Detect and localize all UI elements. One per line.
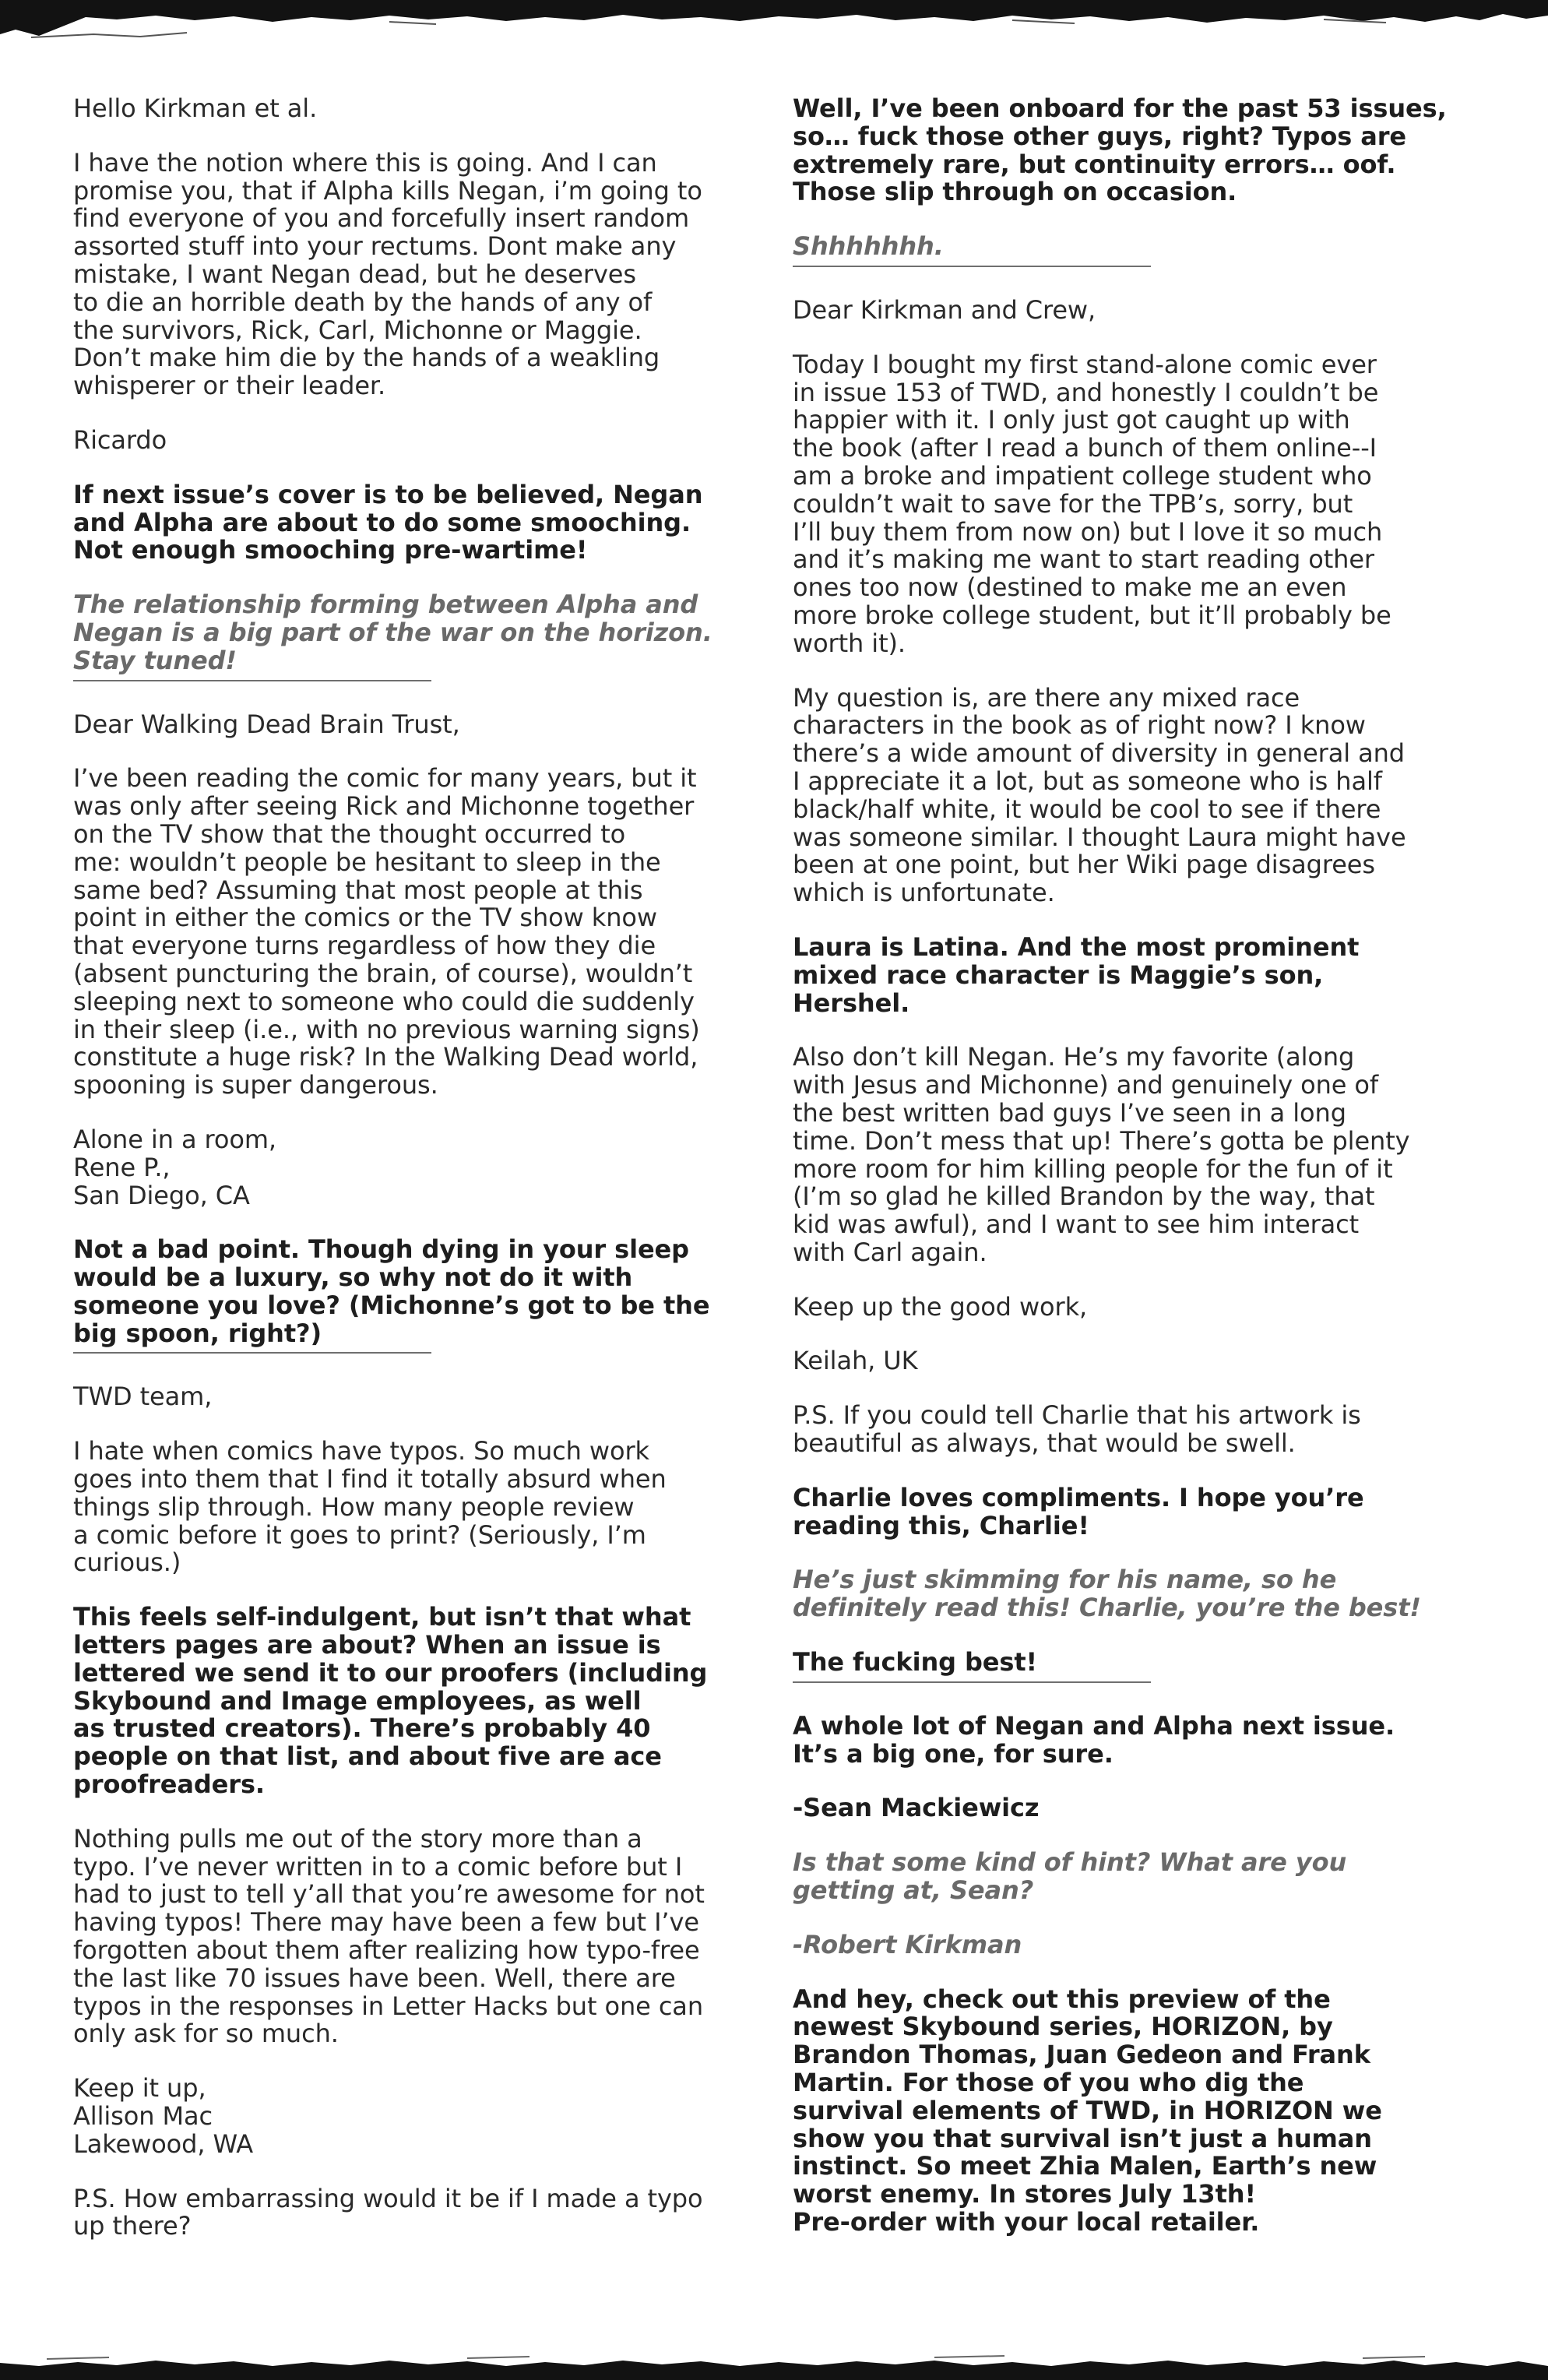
left-letter-paragraph: I have the notion where this is going. And I can promise you, that if Alpha kills Negan, i’m going to find everyone of you and forcefully insert random assorted stuff into your rectums. Dont make any mistake, I want Negan dead, but he deserves to die an horrible death by the hands of any of the survivors, Rick, Carl, Michonne or Maggie. Don’t make him die by the hands of a weakling whisperer or their leader. [73,147,702,401]
left-reply-paragraph: Not a bad point. Though dying in your sleep would be a luxury, so why not do it with someone you love? (Michonne’s got to be the big spoon, right?) [73,1234,710,1348]
left-letter-paragraph: TWD team, [73,1382,213,1412]
right-reply-paragraph: A whole lot of Negan and Alpha next issue. It’s a big one, for sure. [793,1710,1395,1769]
left-letter-paragraph: Nothing pulls me out of the story more than a typo. I’ve never written in to a comic before but I had to just to tell y’all that you’re awesome for not having typos! There may have been a few but I’ve forgotten about them after realizing how typo-free the last like 70 issues have been. Well, there are typos in the responses in Letter Hacks but one can only ask for so much. [73,1823,705,2049]
right-letter-paragraph: Keilah, UK [793,1346,918,1376]
torn-bottom-border [0,2338,1548,2380]
right-reply-paragraph: The fucking best! [793,1647,1038,1678]
section-divider-rule [73,680,431,681]
right-reply-paragraph: And hey, check out this preview of the newest Skybound series, HORIZON, by Brandon Thomas, Juan Gedeon and Frank Martin. For those of you who dig the survival elements of TWD, in HORIZON we show you that survival isn’t just a human instinct. So meet Zhia Malen, Earth’s new worst enemy. In stores July 13th! Pre-order with your local retailer. [793,1984,1382,2237]
right-reply-paragraph: -Sean Mackiewicz [793,1793,1040,1823]
right-letters-column [793,95,1478,2263]
left-letter-paragraph: Keep it up, Allison Mac Lakewood, WA [73,2073,254,2159]
left-reply-paragraph: If next issue’s cover is to be believed, Negan and Alpha are about to do some smooching. Not enough smooching pre-wartime! [73,479,703,565]
left-letter-paragraph: Dear Walking Dead Brain Trust, [73,709,460,739]
right-aside-paragraph: Is that some kind of hint? What are you getting at, Sean? [793,1847,1347,1906]
left-letter-paragraph: Ricardo [73,424,167,455]
right-aside-paragraph: He’s just skimming for his name, so he definitely read this! Charlie, you’re the best! [793,1565,1421,1623]
left-letter-paragraph: I’ve been reading the comic for many years, but it was only after seeing Rick and Michonne together on the TV show that the thought occurred to me: wouldn’t people be hesitant to sleep in the same bed? Assuming that most people at this point in either the comics or the TV show know that everyone turns regardless of how they die (absent puncturing the brain, of course), wouldn’t sleeping next to someone who could die suddenly in their sleep (i.e., with no previous warning signs) constitute a huge risk? In the Walking Dead world, spooning is super dangerous. [73,763,700,1100]
right-letter-paragraph: Also don’t kill Negan. He’s my favorite (along with Jesus and Michonne) and genuinely one of the best written bad guys I’ve seen in a long time. Don’t mess that up! There’s gotta be plenty more room for him killing people for the fun of it (I’m so glad he killed Brandon by the way, that kid was awful), and I want to see him interact with Carl again. [793,1042,1410,1267]
right-reply-paragraph: Charlie loves compliments. I hope you’re reading this, Charlie! [793,1482,1364,1540]
left-reply-paragraph: This feels self-indulgent, but isn’t that what letters pages are about? When an issue is lettered we send it to our proofers (including Skybound and Image employees, as well as trusted creators). There’s probably 40 people on that list, and about five are ace proofreaders. [73,1602,708,1800]
right-letter-paragraph: Keep up the good work, [793,1291,1088,1322]
right-aside-paragraph: Shhhhhhh. [793,231,944,262]
left-letter-paragraph: Alone in a room, Rene P., San Diego, CA [73,1124,276,1210]
section-divider-rule [793,1681,1151,1683]
right-letter-paragraph: My question is, are there any mixed race characters in the book as of right now? I know there’s a wide amount of diversity in general and I appreciate it a lot, but as someone who is half black/half white, it would be cool to see if there was someone similar. I thought Laura might have been at one point, but her Wiki page disagrees which is unfortunate. [793,682,1406,908]
section-divider-rule [73,1352,431,1354]
right-letter-paragraph: Dear Kirkman and Crew, [793,294,1096,325]
right-reply-paragraph: Well, I’ve been onboard for the past 53 issues, so… fuck those other guys, right? Typos are extremely rare, but continuity errors… oof. Those slip through on occasion. [793,93,1447,207]
left-aside-paragraph: The relationship forming between Alpha and Negan is a big part of the war on the horizon. Stay tuned! [73,590,712,675]
left-letter-paragraph: I hate when comics have typos. So much work goes into them that I find it totally absurd when things slip through. How many people review a comic before it goes to print? (Seriously, I’m curious.) [73,1436,667,1578]
left-letter-paragraph: P.S. How embarrassing would it be if I made a typo up there? [73,2183,703,2241]
right-aside-paragraph: -Robert Kirkman [793,1929,1022,1959]
left-letters-column [73,95,774,2267]
section-divider-rule [793,266,1151,267]
right-letter-paragraph: P.S. If you could tell Charlie that his artwork is beautiful as always, that would be swell. [793,1400,1361,1459]
right-letter-paragraph: Today I bought my first stand-alone comic ever in issue 153 of TWD, and honestly I couldn’t be happier with it. I only just got caught up with the book (after I read a bunch of them online--I am a broke and impatient college student who couldn’t wait to save for the TPB’s, sorry, but I’ll buy them from now on) but I love it so much and it’s making me want to start reading other ones too now (destined to make me an even more broke college student, but it’ll probably be worth it). [793,349,1391,658]
left-letter-paragraph: Hello Kirkman et al. [73,93,318,123]
right-reply-paragraph: Laura is Latina. And the most prominent mixed race character is Maggie’s son, Hershel. [793,931,1360,1018]
torn-top-border [0,0,1548,42]
